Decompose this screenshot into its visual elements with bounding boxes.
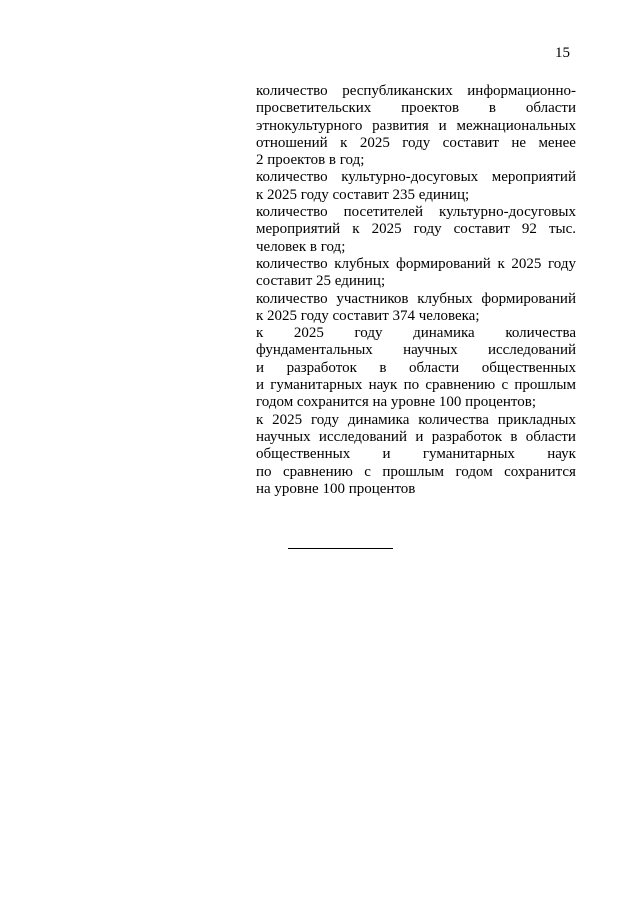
text-line: к 2025 году динамика количества <box>256 325 576 342</box>
text-line: 2 проектов в год; <box>256 152 365 169</box>
text-line: и разработок в области общественных <box>256 359 576 376</box>
text-line: мероприятий к 2025 году составит 92 тыс. <box>256 221 576 238</box>
text-line: отношений к 2025 году составит не менее <box>256 134 576 151</box>
text-line: количество республиканских информационно- <box>256 83 576 99</box>
text-line: количество культурно-досуговых мероприятий <box>256 169 576 186</box>
paragraph-events <box>256 169 576 204</box>
end-separator-line <box>288 548 393 549</box>
text-line: к 2025 году динамика количества прикладных <box>256 411 576 428</box>
document-body <box>256 83 576 498</box>
text-line: по сравнению с прошлым годом сохранится <box>256 463 576 480</box>
text-line: годом сохранится на уровне 100 процентов; <box>256 394 537 411</box>
text-line: просветительских проектов в области <box>256 100 576 117</box>
text-line: на уровне 100 процентов <box>256 480 416 497</box>
text-line: общественных и гуманитарных наук <box>256 446 576 463</box>
text-line: этнокультурного развития и межнациональных <box>256 117 576 134</box>
text-line: количество клубных формирований к 2025 году <box>256 255 576 272</box>
text-line: составит 25 единиц; <box>256 273 386 290</box>
paragraph-applied-research <box>256 412 576 498</box>
text-line: и гуманитарных наук по сравнению с прошлым <box>256 377 576 394</box>
text-line: научных исследований и разработок в области <box>256 428 576 445</box>
paragraph-fundamental-research <box>256 325 576 411</box>
text-line: количество посетителей культурно-досуговых <box>256 204 576 221</box>
text-line: фундаментальных научных исследований <box>256 342 576 359</box>
text-line: человек в год; <box>256 238 346 255</box>
page-number: 15 <box>555 45 570 61</box>
paragraph-projects <box>256 83 576 169</box>
text-line: количество участников клубных формирований <box>256 290 576 307</box>
paragraph-visitors <box>256 204 576 256</box>
text-line: к 2025 году составит 235 единиц; <box>256 186 470 203</box>
paragraph-club-participants <box>256 291 576 326</box>
paragraph-clubs <box>256 256 576 291</box>
text-line: к 2025 году составит 374 человека; <box>256 307 480 324</box>
